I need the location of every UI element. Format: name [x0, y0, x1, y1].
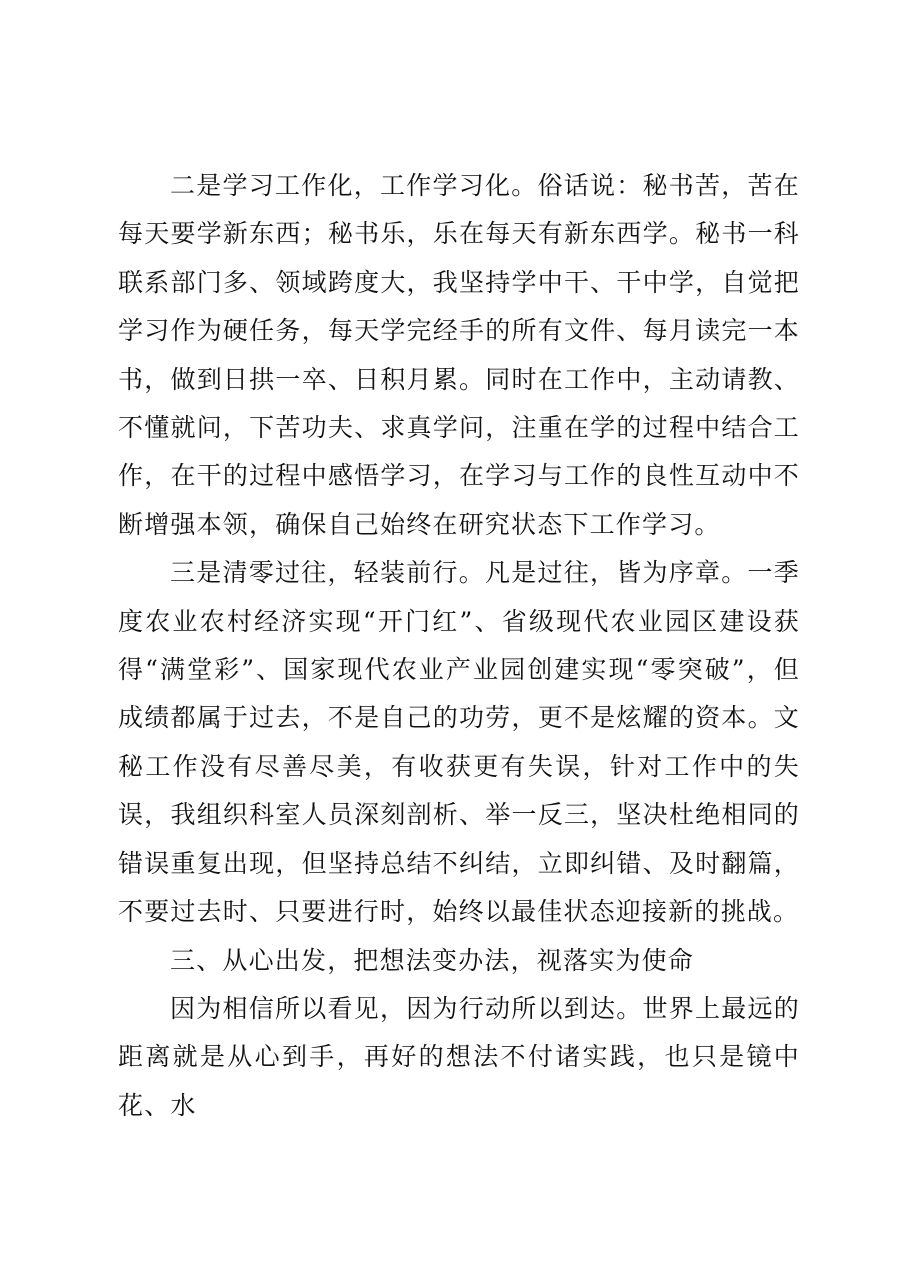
paragraph-action: 因为相信所以看见，因为行动所以到达。世界上最远的距离就是从心到手，再好的想法不付诸实践，也只是镜中花、水: [118, 993, 800, 1120]
section-heading-three: 三、从心出发，把想法变办法，视落实为使命: [170, 945, 695, 975]
paragraph-learning: 二是学习工作化，工作学习化。俗话说：秘书苦，苦在每天要学新东西；秘书乐，乐在每天有新东西学。秘书一科联系部门多、领域跨度大，我坚持学中干、干中学，自觉把学习作为硬任务，每天学完经手的所有文件、每月读完一本书，做到日拱一卒、日积月累。同时在工作中，主动请教、不懂就问，下苦功夫、求真学问，注重在学的过程中结合工作，在干的过程中感悟学习，在学习与工作的良性互动中不断增强本领，确保自己始终在研究状态下工作学习。: [118, 171, 800, 539]
document-body: [118, 162, 800, 1130]
paragraph-reset: 三是清零过往，轻装前行。凡是过往，皆为序章。一季度农业农村经济实现“开门红”、省级现代农业园区建设获得“满堂彩”、国家现代农业产业园创建实现“零突破”，但成绩都属于过去，不是自己的功劳，更不是炫耀的资本。文秘工作没有尽善尽美，有收获更有失误，针对工作中的失误，我组织科室人员深刻剖析、举一反三，坚决杜绝相同的错误重复出现，但坚持总结不纠结，立即纠错、及时翻篇，不要过去时、只要进行时，始终以最佳状态迎接新的挑战。: [118, 558, 800, 927]
